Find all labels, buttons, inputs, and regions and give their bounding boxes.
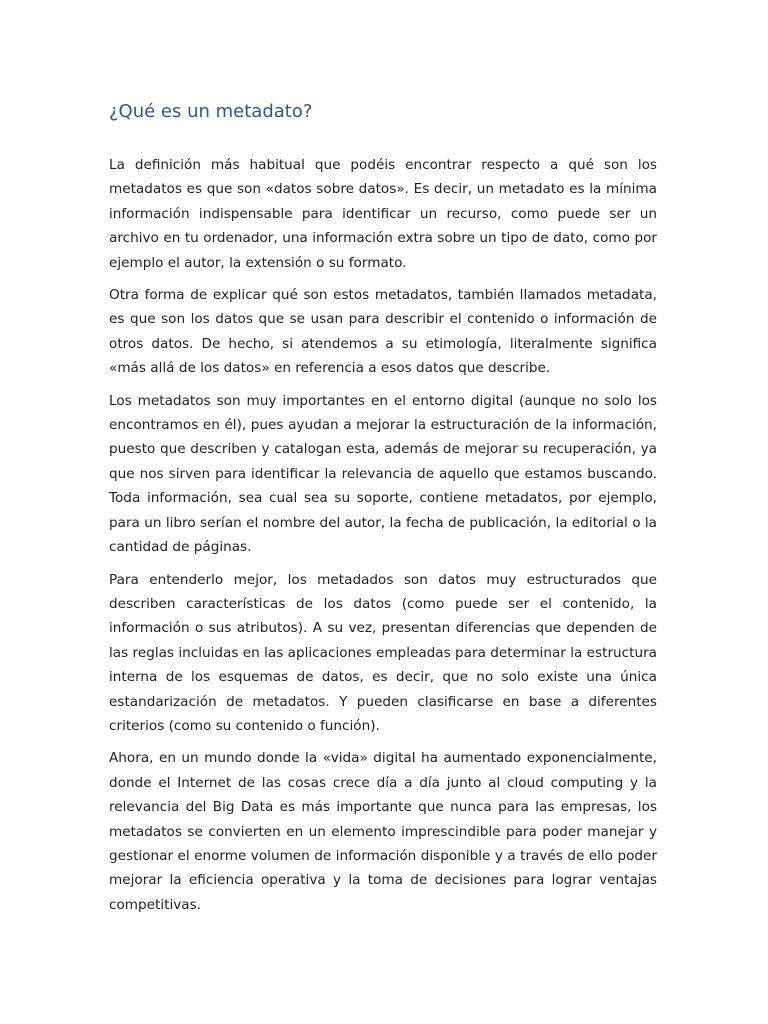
paragraph-definition: La definición más habitual que podéis encontrar respecto a qué son los metadatos es que son «datos sobre datos». Es decir, un metadato es la mínima información indispensable para identificar un recurso, como puede ser un archivo en tu ordenador, una información extra sobre un tipo de dato, como por ejemplo el autor, la extensión o su formato. xyxy=(109,157,657,271)
paragraph-etymology: Otra forma de explicar qué son estos metadatos, también llamados metadata, es que son los datos que se usan para describir el contenido o información de otros datos. De hecho, si atendemos a su etimología, literalmente significa «más allá de los datos» en referencia a esos datos que describe. xyxy=(109,287,657,377)
document-page xyxy=(109,98,657,925)
paragraph-structure: Para entenderlo mejor, los metadados son datos muy estructurados que describen características de los datos (como puede ser el contenido, la información o sus atributos). A su vez, presentan diferencias que dependen de las reglas incluidas en las aplicaciones empleadas para determinar la estructura interna de los esquemas de datos, es decir, que no solo existe una única estandarización de metadatos. Y pueden clasificarse en base a diferentes criterios (como su contenido o función). xyxy=(109,571,657,734)
paragraph-importance: Los metadatos son muy importantes en el entorno digital (aunque no solo los encontramos en él), pues ayudan a mejorar la estructuración de la información, puesto que describen y catalogan esta, además de mejorar su recuperación, ya que nos sirven para identificar la relevancia de aquello que estamos buscando. Toda información, sea cual sea su soporte, contiene metadatos, por ejemplo, para un libro serían el nombre del autor, la fecha de publicación, la editorial o la cantidad de páginas. xyxy=(109,392,657,556)
paragraph-digital-world: Ahora, en un mundo donde la «vida» digital ha aumentado exponencialmente, donde el Internet de las cosas crece día a día junto al cloud computing y la relevancia del Big Data es más importante que nunca para las empresas, los metadatos se convierten en un elemento imprescindible para poder manejar y gestionar el enorme volumen de información disponible y a través de ello poder mejorar la eficiencia operativa y la toma de decisiones para lograr ventajas competitivas. xyxy=(109,750,657,913)
page-title: ¿Qué es un metadato? xyxy=(109,101,313,122)
